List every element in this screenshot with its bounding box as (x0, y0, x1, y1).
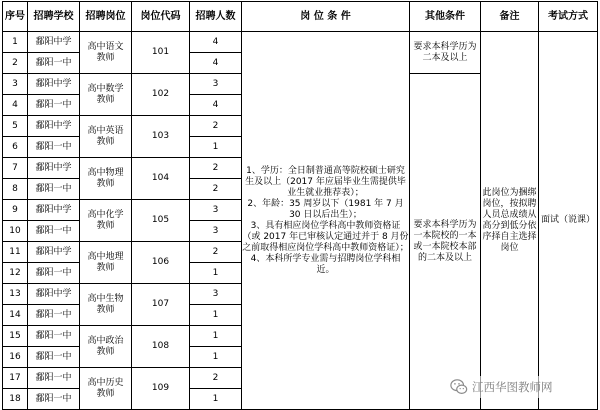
group-code: 104 (132, 158, 190, 200)
header-exam: 考试方式 (539, 2, 598, 32)
group-post: 高中政治 教师 (80, 326, 132, 368)
group-code: 102 (132, 74, 190, 116)
row-school: 鄱阳中学 (28, 116, 80, 137)
header-code: 岗位代码 (132, 2, 190, 32)
row-count: 2 (190, 158, 242, 179)
table-row (3, 32, 598, 53)
other-conditions-top: 要求本科学历为二本及以上 (410, 32, 481, 74)
group-post: 高中生物 教师 (80, 284, 132, 326)
group-code: 103 (132, 116, 190, 158)
row-school: 鄱阳一中 (28, 221, 80, 242)
row-seq: 3 (3, 74, 28, 95)
row-school: 鄱阳一中 (28, 389, 80, 410)
row-count: 2 (190, 368, 242, 389)
conditions-cell: 1、学历：全日制普通高等院校硕士研究生及以上（2017 年应届毕业生需提供毕业生就业推荐表）； 2、年龄：35 周岁以下（1981 年 7 月 30 日以后出生）； 3、具有相应岗位学科高中教师资格证（或 2017 年已审核认定通过并于 8 月份之前取得相应岗位学科高中教师资格证）； 4、本科所学专业需与招聘岗位学科相近。 (242, 32, 410, 410)
row-count: 1 (190, 137, 242, 158)
row-school: 鄱阳一中 (28, 95, 80, 116)
group-post: 高中地理 教师 (80, 242, 132, 284)
row-count: 2 (190, 179, 242, 200)
row-seq: 6 (3, 137, 28, 158)
wechat-icon (450, 378, 468, 396)
group-code: 105 (132, 200, 190, 242)
row-school: 鄱阳中学 (28, 200, 80, 221)
group-code: 106 (132, 242, 190, 284)
header-count: 招聘人数 (190, 2, 242, 32)
group-post: 高中历史 教师 (80, 368, 132, 410)
row-school: 鄱阳一中 (28, 263, 80, 284)
row-seq: 13 (3, 284, 28, 305)
other-conditions-rest: 要求本科学历为一本院校的一本或一本院校本部的二本及以上 (410, 74, 481, 410)
row-seq: 5 (3, 116, 28, 137)
header-conditions: 岗 位 条 件 (242, 2, 410, 32)
watermark-text: 江西华图教师网 (472, 380, 553, 394)
header-seq: 序号 (3, 2, 28, 32)
row-count: 3 (190, 284, 242, 305)
row-school: 鄱阳一中 (28, 179, 80, 200)
row-school: 鄱阳一中 (28, 326, 80, 347)
group-code: 108 (132, 326, 190, 368)
row-count: 1 (190, 263, 242, 284)
row-count: 4 (190, 32, 242, 53)
row-school: 鄱阳一中 (28, 53, 80, 74)
row-seq: 7 (3, 158, 28, 179)
row-count: 1 (190, 326, 242, 347)
row-count: 4 (190, 53, 242, 74)
group-post: 高中化学 教师 (80, 200, 132, 242)
row-school: 鄱阳一中 (28, 347, 80, 368)
row-school: 鄱阳中学 (28, 158, 80, 179)
row-seq: 9 (3, 200, 28, 221)
group-post: 高中数学 教师 (80, 74, 132, 116)
row-count: 1 (190, 389, 242, 410)
row-seq: 2 (3, 53, 28, 74)
row-count: 4 (190, 95, 242, 116)
row-count: 3 (190, 221, 242, 242)
header-other: 其他条件 (410, 2, 481, 32)
row-seq: 10 (3, 221, 28, 242)
row-seq: 14 (3, 305, 28, 326)
row-school: 鄱阳中学 (28, 242, 80, 263)
row-seq: 15 (3, 326, 28, 347)
row-seq: 17 (3, 368, 28, 389)
row-seq: 4 (3, 95, 28, 116)
group-code: 107 (132, 284, 190, 326)
group-post: 高中英语 教师 (80, 116, 132, 158)
row-count: 1 (190, 347, 242, 368)
header-remark: 备注 (481, 2, 539, 32)
row-count: 3 (190, 74, 242, 95)
row-count: 2 (190, 242, 242, 263)
header-school: 招聘学校 (28, 2, 80, 32)
row-school: 鄱阳中学 (28, 74, 80, 95)
group-post: 高中物理 教师 (80, 158, 132, 200)
row-count: 2 (190, 116, 242, 137)
recruitment-table (2, 1, 598, 410)
row-seq: 1 (3, 32, 28, 53)
row-count: 1 (190, 305, 242, 326)
group-post: 高中语文 教师 (80, 32, 132, 74)
row-count: 3 (190, 200, 242, 221)
row-school: 鄱阳中学 (28, 32, 80, 53)
group-code: 109 (132, 368, 190, 410)
header-row (3, 2, 598, 32)
row-school: 鄱阳一中 (28, 137, 80, 158)
exam-method-cell: 面试（说课） (539, 32, 598, 410)
header-post: 招聘岗位 (80, 2, 132, 32)
row-seq: 18 (3, 389, 28, 410)
row-seq: 11 (3, 242, 28, 263)
watermark (450, 376, 596, 398)
row-school: 鄱阳一中 (28, 305, 80, 326)
row-seq: 16 (3, 347, 28, 368)
group-code: 101 (132, 32, 190, 74)
remark-cell: 此岗位为捆绑岗位，按拟聘人员总成绩从高分到低分依序择自主选择岗位 (481, 32, 539, 410)
row-seq: 12 (3, 263, 28, 284)
row-seq: 8 (3, 179, 28, 200)
row-school: 鄱阳中学 (28, 284, 80, 305)
row-school: 鄱阳一中 (28, 368, 80, 389)
